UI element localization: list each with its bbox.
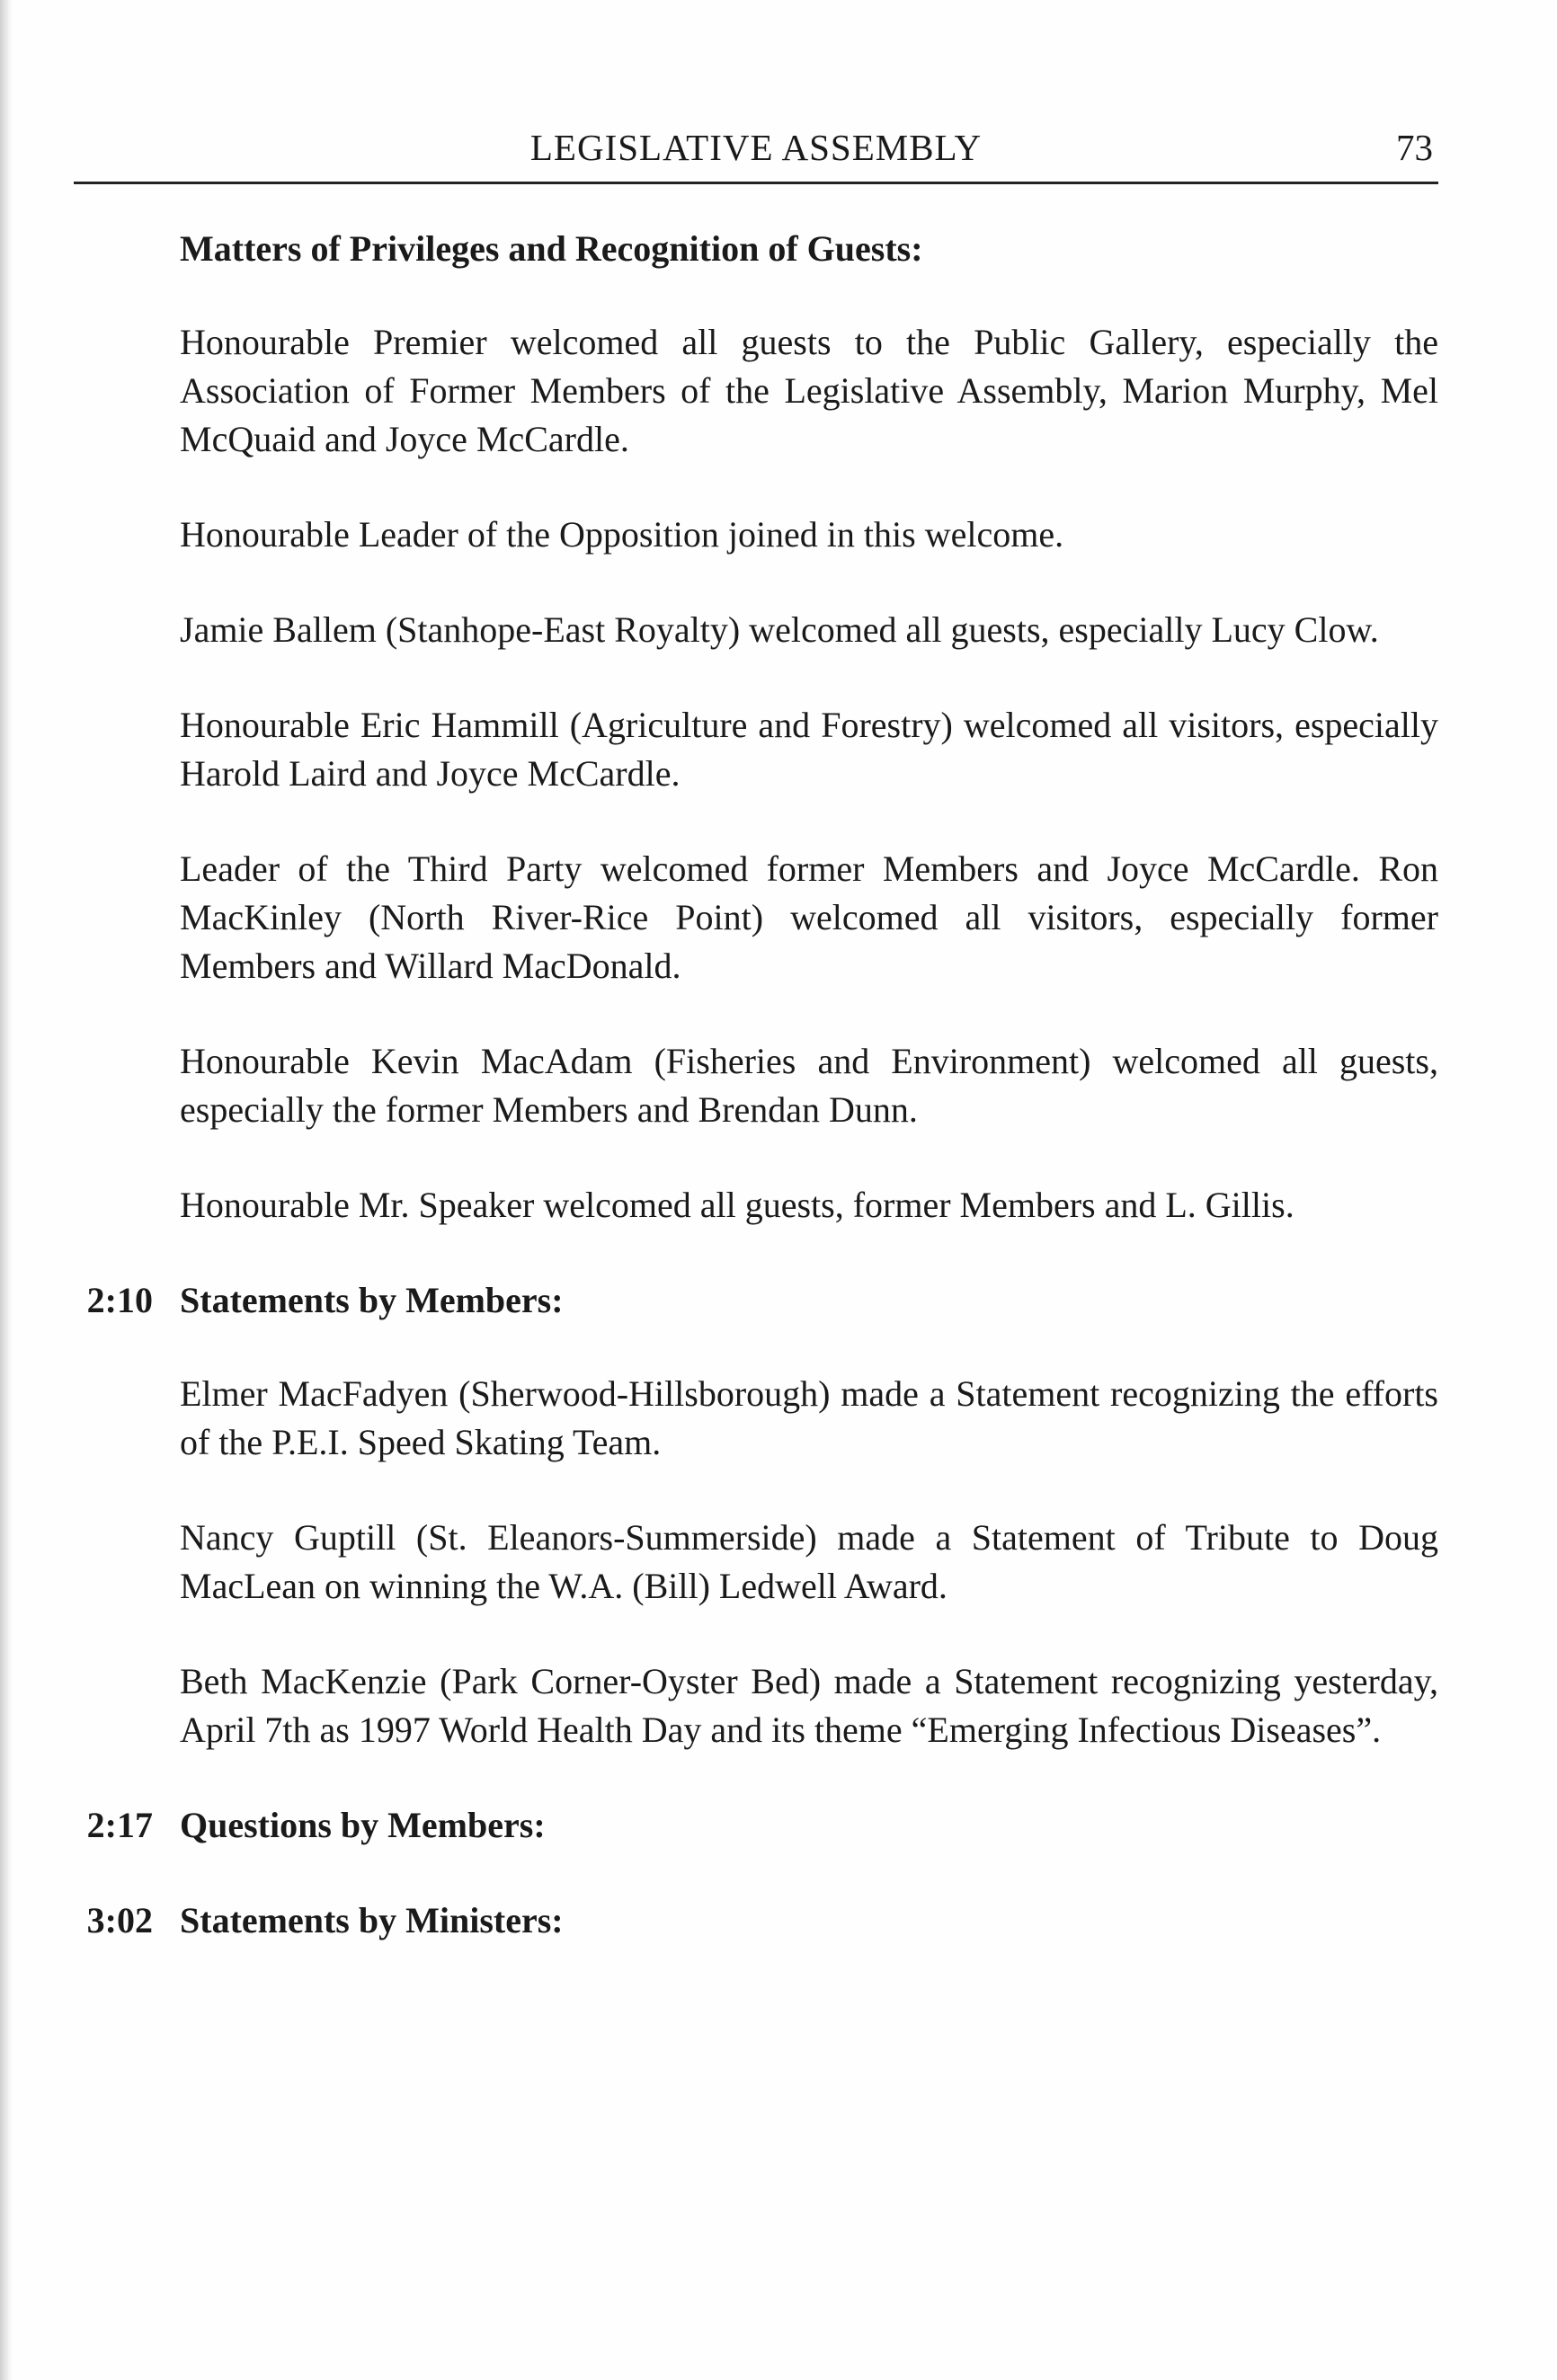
document-body: [86, 225, 1438, 1945]
paragraph: Honourable Leader of the Opposition joined in this welcome.: [180, 514, 1064, 555]
paragraph: Honourable Eric Hammill (Agriculture and Forestry) welcomed all visitors, especially Harold Laird and Joyce McCardle.: [180, 705, 1438, 794]
paragraph: Nancy Guptill (St. Eleanors-Summerside) made a Statement of Tribute to Doug MacLean on winning the W.A. (Bill) Ledwell Award.: [180, 1517, 1438, 1606]
page-number: 73: [1396, 127, 1433, 168]
section-heading: [86, 1896, 1438, 1945]
paragraph: Leader of the Third Party welcomed former Members and Joyce McCardle. Ron MacKinley (North River-Rice Point) welcomed all visitors, especially former Members and Willard MacDonald.: [180, 848, 1438, 986]
running-header: [74, 122, 1438, 184]
section-heading: [86, 1801, 1438, 1850]
section-heading: [86, 1276, 1438, 1325]
section-heading: Matters of Privileges and Recognition of Guests:: [180, 228, 923, 269]
section-heading-text: Statements by Ministers:: [180, 1900, 564, 1940]
time-stamp: 2:17: [86, 1805, 153, 1845]
paragraph: Honourable Kevin MacAdam (Fisheries and Environment) welcomed all guests, especially the former Members and Brendan Dunn.: [180, 1041, 1438, 1130]
section-heading-text: Statements by Members:: [180, 1280, 564, 1320]
paragraph: Honourable Mr. Speaker welcomed all guests, former Members and L. Gillis.: [180, 1185, 1295, 1225]
section-heading-text: Questions by Members:: [180, 1805, 546, 1845]
header-title: LEGISLATIVE ASSEMBLY: [529, 127, 983, 168]
time-stamp: 2:10: [86, 1280, 153, 1320]
page-edge-shadow: [0, 0, 13, 2380]
paragraph: Honourable Premier welcomed all guests to the Public Gallery, especially the Association of Former Members of the Legislative Assembly, Marion Murphy, Mel McQuaid and Joyce McCardle.: [180, 322, 1438, 459]
paragraph: Elmer MacFadyen (Sherwood-Hillsborough) made a Statement recognizing the efforts of the P.E.I. Speed Skating Team.: [180, 1373, 1438, 1462]
time-stamp: 3:02: [86, 1900, 153, 1940]
paragraph: Jamie Ballem (Stanhope-East Royalty) welcomed all guests, especially Lucy Clow.: [180, 609, 1379, 650]
paragraph: Beth MacKenzie (Park Corner-Oyster Bed) made a Statement recognizing yesterday, April 7th as 1997 World Health Day and its theme “Emerging Infectious Diseases”.: [180, 1661, 1438, 1750]
